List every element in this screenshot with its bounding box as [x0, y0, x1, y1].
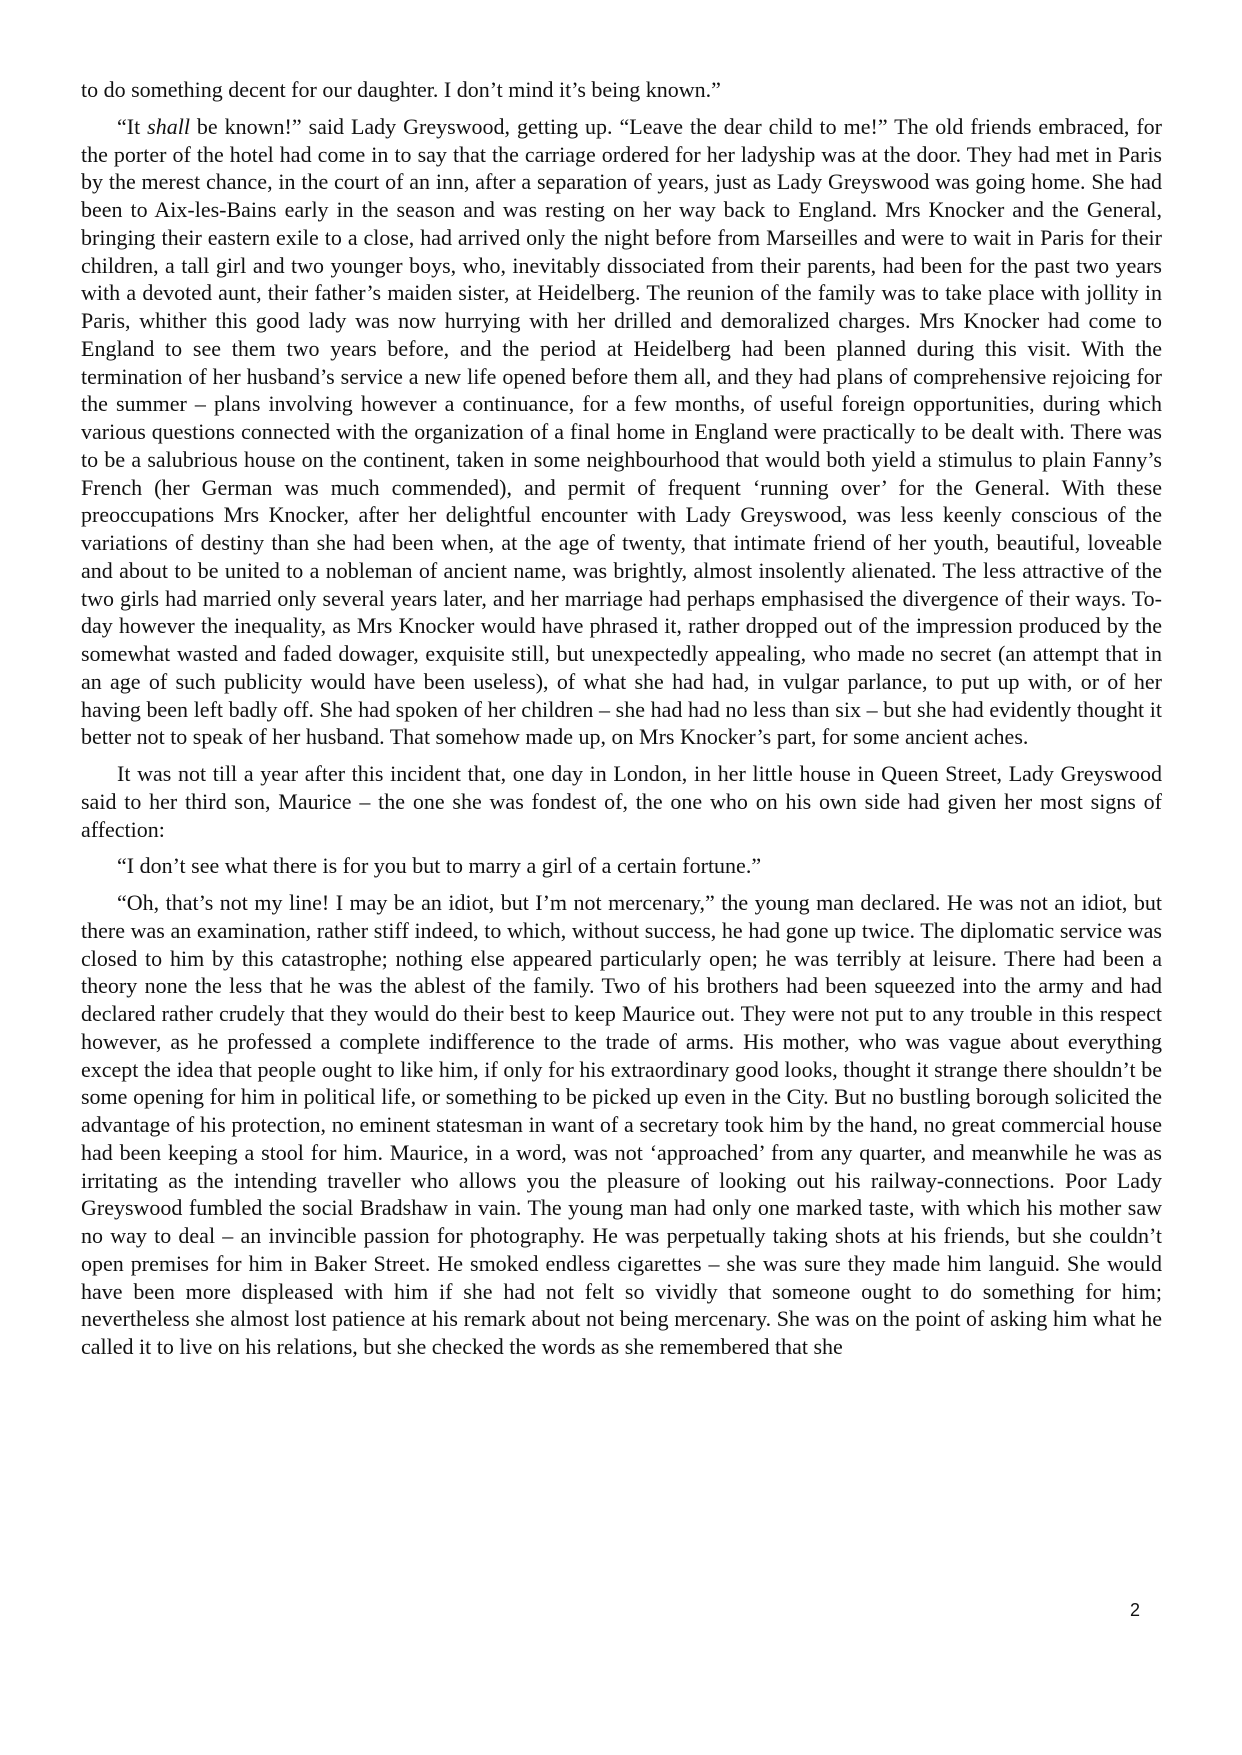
paragraph-4 [81, 852, 1162, 880]
emphasis-text: shall [147, 113, 190, 139]
paragraph-text: “It [117, 113, 148, 139]
paragraph-text: “Oh, that’s not my line! I may be an idiot, but I’m not mercenary,” the young man declared. He was not an idiot, but there was an examination, rather stiff indeed, to which, without success, he had gone up twice. The diplomatic service was closed to him by this catastrophe; nothing else appeared particularly open; he was terribly at leisure. There had been a theory none the less that he was the ablest of the family. Two of his brothers had been squeezed into the army and had declared rather crudely that they would do their best to keep Maurice out. They were not put to any trouble in this respect however, as he professed a complete indifference to the trade of arms. His mother, who was vague about everything except the idea that people ought to like him, if only for his extraordinary good looks, thought it strange there shouldn’t be some opening for him in political life, or something to be picked up even in the City. But no bustling borough solicited the advantage of his protection, no eminent statesman in want of a secretary took him by the hand, no great commercial house had been keeping a stool for him. Maurice, in a word, was not ‘approached’ from any quarter, and meanwhile he was as irritating as the intending traveller who allows you the pleasure of looking out his railway-connections. Poor Lady Greyswood fumbled the social Bradshaw in vain. The young man had only one marked taste, with which his mother saw no way to deal – an invincible passion for photography. He was perpetually taking shots at his friends, but she couldn’t open premises for him in Baker Street. He smoked endless cigarettes – she was sure they made him languid. She would have been more displeased with him if she had not felt so vividly that someone ought to do something for him; nevertheless she almost lost patience at his remark about not being mercenary. She was on the point of asking him what he called it to live on his relations, but she checked the words as she remembered that she [81, 890, 1162, 1359]
paragraph-text: It was not till a year after this incident that, one day in London, in her little house in Queen Street, Lady Greyswood said to her third son, Maurice – the one she was fondest of, the one who on his own side had given her most signs of affection: [81, 761, 1162, 842]
paragraph-text: be known!” said Lady Greyswood, getting up. “Leave the dear child to me!” The old friends embraced, for the porter of the hotel had come in to say that the carriage ordered for her ladyship was at the door. They had met in Paris by the merest chance, in the court of an inn, after a separation of years, just as Lady Greyswood was going home. She had been to Aix-les-Bains early in the season and was resting on her way back to England. Mrs Knocker and the General, bringing their eastern exile to a close, had arrived only the night before from Marseilles and were to wait in Paris for their children, a tall girl and two younger boys, who, inevitably dissociated from their parents, had been for the past two years with a devoted aunt, their father’s maiden sister, at Heidelberg. The reunion of the family was to take place with jollity in Paris, whither this good lady was now hurrying with her drilled and demoralized charges. Mrs Knocker had come to England to see them two years before, and the period at Heidelberg had been planned during this visit. With the termination of her husband’s service a new life opened before them all, and they had plans of comprehensive rejoicing for the summer – plans involving however a continuance, for a few months, of useful foreign opportunities, during which various questions connected with the organization of a final home in England were practically to be dealt with. There was to be a salubrious house on the continent, taken in some neighbourhood that would both yield a stimulus to plain Fanny’s French (her German was much commended), and permit of frequent ‘running over’ for the General. With these preoccupations Mrs Knocker, after her delightful encounter with Lady Greyswood, was less keenly conscious of the variations of destiny than she had been when, at the age of twenty, that intimate friend of her youth, beautiful, loveable and about to be united to a nobleman of ancient name, was brightly, almost insolently alienated. The less attractive of the two girls had married only several years later, and her marriage had perhaps emphasised the divergence of their ways. To-day however the inequality, as Mrs Knocker would have phrased it, rather dropped out of the impression produced by the somewhat wasted and faded dowager, exquisite still, but unexpectedly appealing, who made no secret (an attempt that in an age of such publicity would have been useless), of what she had had, in vulgar parlance, to put up with, or of her having been left badly off. She had spoken of her children – she had had no less than six – but she had evidently thought it better not to speak of her husband. That somehow made up, on Mrs Knocker’s part, for some ancient aches. [81, 113, 1163, 750]
paragraph-2 [81, 113, 1162, 751]
paragraph-3 [81, 760, 1162, 843]
paragraph-text: to do something decent for our daughter. I don’t mind it’s being known.” [81, 77, 721, 102]
paragraph-text: “I don’t see what there is for you but to marry a girl of a certain fortune.” [117, 853, 762, 879]
paragraph-5 [81, 889, 1162, 1361]
page-number: 2 [1130, 1600, 1141, 1620]
document-body [81, 76, 1162, 1370]
paragraph-1 [81, 76, 1162, 104]
